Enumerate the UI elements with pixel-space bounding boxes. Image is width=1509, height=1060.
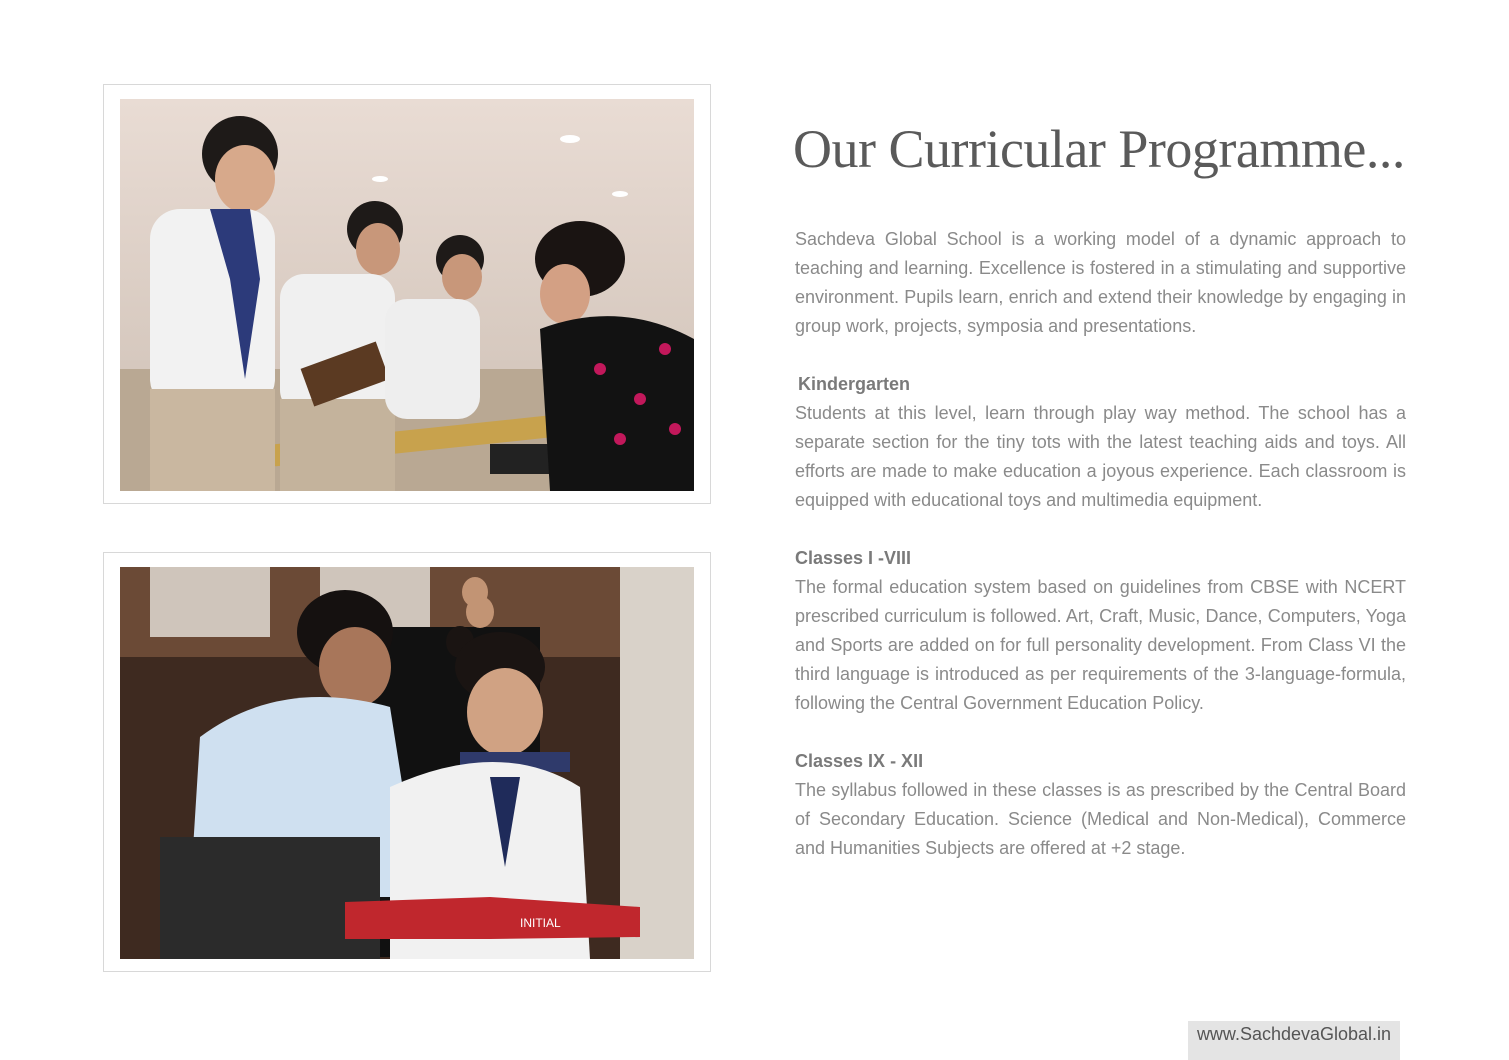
section-heading-kindergarten: Kindergarten bbox=[798, 374, 911, 394]
section-heading-classes-1-8: Classes I -VIII bbox=[795, 548, 912, 568]
website-url[interactable]: www.SachdevaGlobal.in bbox=[1188, 1021, 1400, 1060]
intro-paragraph: Sachdeva Global School is a working model of a dynamic approach to teaching and learning. Excellence is fostered in a stimulating and supportive environment. Pupils learn, enrich and extend their knowledge by engaging in group work, projects, symposia and presentations. bbox=[795, 229, 1406, 336]
curriculum-content bbox=[795, 225, 1406, 863]
photo-music-class bbox=[120, 567, 694, 959]
section-body-classes-1-8: The formal education system based on guidelines from CBSE with NCERT prescribed curriculum is followed. Art, Craft, Music, Dance, Computers, Yoga and Sports are added on for full personality development. From Class VI the third language is introduced as per requirements of the 3-language-formula, following the Central Government Education Policy. bbox=[795, 577, 1406, 713]
photo-science-lab bbox=[120, 99, 694, 491]
section-body-classes-9-12: The syllabus followed in these classes is as prescribed by the Central Board of Secondary Education. Science (Medical and Non-Medical), Commerce and Humanities Subjects are offered at +2 stage. bbox=[795, 780, 1406, 858]
photo-frame-music bbox=[103, 552, 711, 972]
book-cover-text: INITIAL bbox=[520, 916, 561, 930]
page-title: Our Curricular Programme... bbox=[793, 119, 1405, 179]
photo-frame-lab bbox=[103, 84, 711, 504]
section-body-kindergarten: Students at this level, learn through play way method. The school has a separate section for the tiny tots with the latest teaching aids and toys. All efforts are made to make education a joyous experience. Each classroom is equipped with educational toys and multimedia equipment. bbox=[795, 403, 1406, 510]
section-heading-classes-9-12: Classes IX - XII bbox=[795, 751, 924, 771]
